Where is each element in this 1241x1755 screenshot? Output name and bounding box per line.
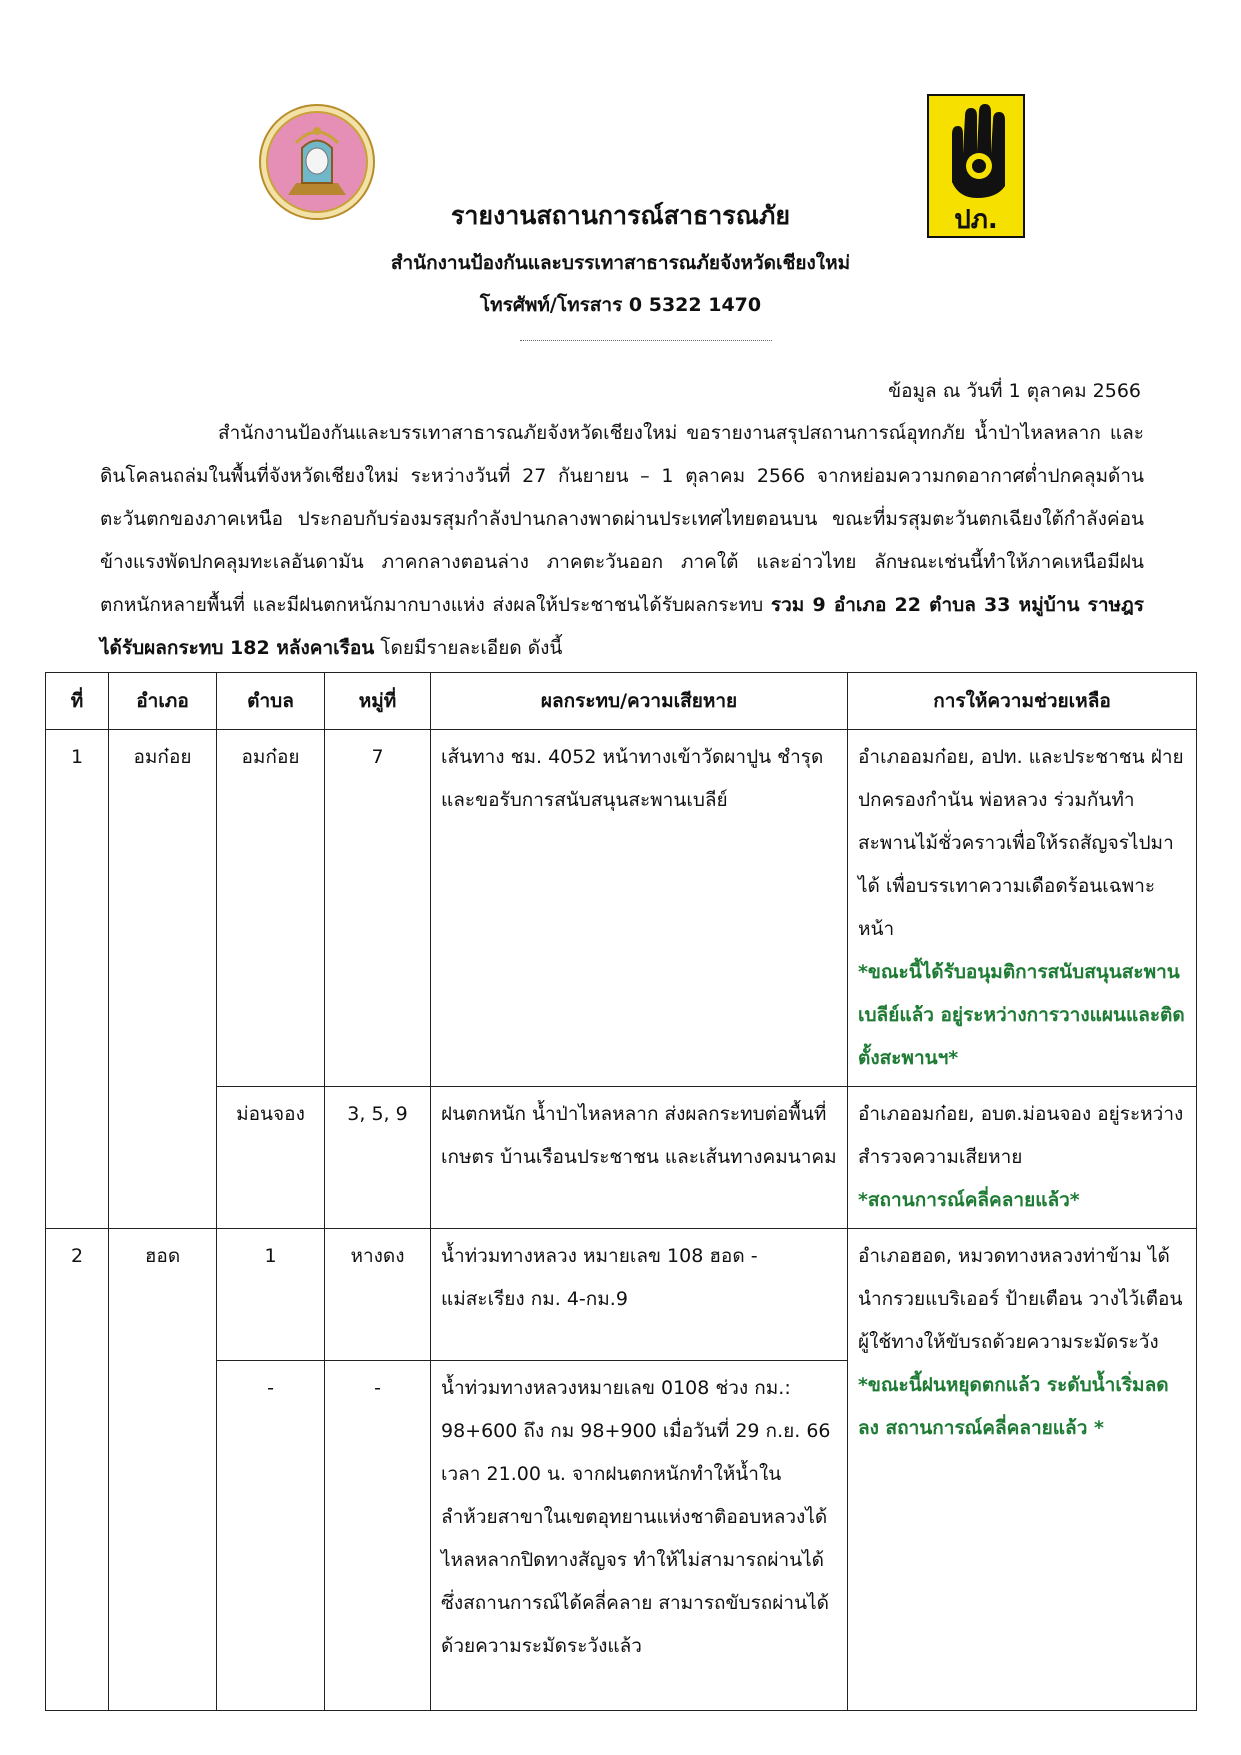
row-district: ฮอด [109, 1229, 217, 1711]
help-text: อำเภอฮอด, หมวดทางหลวงท่าข้าม ได้นำกรวยแบริเออร์ ป้ายเตือน วางไว้เตือนผู้ใช้ทางให้ขับรถด้วยความระมัดระวัง [858, 1245, 1183, 1353]
report-table [45, 672, 1197, 1711]
row-no: 2 [46, 1229, 109, 1711]
intro-summary: รวม 9 อำเภอ 22 ตำบล 33 หมู่บ้าน ราษฎรได้รับผลกระทบ 182 หลังคาเรือน [100, 594, 1144, 659]
help-note: *ขณะนี้ได้รับอนุมติการสนับสนุนสะพานเบลีย์แล้ว อยู่ระหว่างการวางแผนและติดตั้งสะพานฯ* [858, 961, 1185, 1069]
row-impact: น้ำท่วมทางหลวง หมายเลข 108 ฮอด - แม่สะเรียง กม. 4-กม.9 [431, 1229, 848, 1361]
row-village: - [325, 1361, 431, 1711]
report-title: รายงานสถานการณ์สาธารณภัย [450, 201, 791, 230]
table-row [46, 730, 1197, 1087]
col-header-district: อำเภอ [109, 673, 217, 730]
intro-tail: โดยมีรายละเอียด ดังนี้ [374, 637, 563, 659]
col-header-village: หมู่ที่ [325, 673, 431, 730]
row-subdistrict: ม่อนจอง [217, 1087, 325, 1229]
intro-text: สำนักงานป้องกันและบรรเทาสาธารณภัยจังหวัดเชียงใหม่ ขอรายงานสรุปสถานการณ์อุทกภัย น้ำป่าไหลหลาก และดินโคลนถล่มในพื้นที่จังหวัดเชียงใหม่ ระหว่างวันที่ 27 กันยายน – 1 ตุลาคม 2566 จากหย่อมความกดอากาศต่ำปกคลุมด้านตะวันตกของภาคเหนือ ประกอบกับร่องมรสุมกำลังปานกลางพาดผ่านประเทศไทยตอนบน ขณะที่มรสุมตะวันตกเฉียงใต้กำลังค่อนข้างแรงพัดปกคลุมทะเลอันดามัน ภาคกลางตอนล่าง ภาคตะวันออก ภาคใต้ และอ่าวไทย ลักษณะเช่นนี้ทำให้ภาคเหนือมีฝนตกหนักหลายพื้นที่ และมีฝนตกหนักมากบางแห่ง ส่งผลให้ประชาชนได้รับผลกระทบ [100, 422, 1144, 616]
row-impact: ฝนตกหนัก น้ำป่าไหลหลาก ส่งผลกระทบต่อพื้นที่เกษตร บ้านเรือนประชาชน และเส้นทางคมนาคม [431, 1087, 848, 1229]
row-village: หางดง [325, 1229, 431, 1361]
row-help [848, 730, 1197, 1087]
row-impact: เส้นทาง ชม. 4052 หน้าทางเข้าวัดผาปูน ชำรุดและขอรับการสนับสนุนสะพานเบลีย์ [431, 730, 848, 1087]
row-impact: น้ำท่วมทางหลวงหมายเลข 0108 ช่วง กม.: 98+600 ถึง กม 98+900 เมื่อวันที่ 29 ก.ย. 66 เวลา 21.00 น. จากฝนตกหนักทำให้น้ำในลำห้วยสาขาในเขตอุทยานแห่งชาติออบหลวงได้ไหลหลากปิดทางสัญจร ทำให้ไม่สามารถผ่านได้ ซึ่งสถานการณ์ได้คลี่คลาย สามารถขับรถผ่านได้ด้วยความระมัดระวังแล้ว [431, 1361, 848, 1711]
table-header-row [46, 673, 1197, 730]
row-village: 3, 5, 9 [325, 1087, 431, 1229]
date-line: ข้อมูล ณ วันที่ 1 ตุลาคม 2566 [888, 380, 1141, 402]
divider [520, 340, 772, 341]
help-text: อำเภออมก๋อย, อปท. และประชาชน ฝ่ายปกครองกำนัน พ่อหลวง ร่วมกันทำสะพานไม้ชั่วคราวเพื่อให้รถสัญจรไปมาได้ เพื่อบรรเทาความเดือดร้อนเฉพาะหน้า [858, 746, 1184, 940]
col-header-help: การให้ความช่วยเหลือ [848, 673, 1197, 730]
help-note: *ขณะนี้ฝนหยุดตกแล้ว ระดับน้ำเริ่มลดลง สถานการณ์คลี่คลายแล้ว * [858, 1374, 1169, 1439]
row-help [848, 1229, 1197, 1711]
row-subdistrict: 1 [217, 1229, 325, 1361]
col-header-subdistrict: ตำบล [217, 673, 325, 730]
row-help [848, 1087, 1197, 1229]
col-header-impact: ผลกระทบ/ความเสียหาย [431, 673, 848, 730]
intro-paragraph [100, 412, 1144, 670]
ddpm-logo-text: ปภ. [954, 205, 998, 235]
table-row [46, 1087, 1197, 1229]
office-name: สำนักงานป้องกันและบรรเทาสาธารณภัยจังหวัดเชียงใหม่ [390, 252, 851, 274]
row-no: 1 [46, 730, 109, 1229]
row-village: 7 [325, 730, 431, 1087]
help-text: อำเภออมก๋อย, อบต.ม่อนจอง อยู่ระหว่างสำรวจความเสียหาย [858, 1103, 1184, 1168]
row-district: อมก๋อย [109, 730, 217, 1229]
table-row [46, 1229, 1197, 1361]
help-note: *สถานการณ์คลี่คลายแล้ว* [858, 1189, 1080, 1211]
row-subdistrict: - [217, 1361, 325, 1711]
phone-line: โทรศัพท์/โทรสาร 0 5322 1470 [479, 294, 762, 316]
row-subdistrict: อมก๋อย [217, 730, 325, 1087]
col-header-no: ที่ [46, 673, 109, 730]
